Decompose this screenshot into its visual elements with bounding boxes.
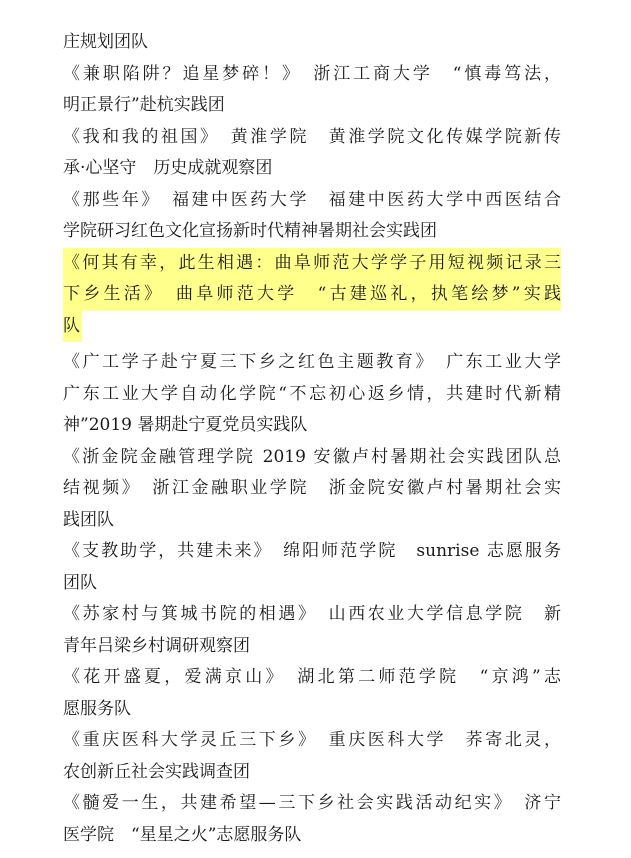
list-entry xyxy=(63,59,561,122)
list-entry xyxy=(63,788,561,851)
text-line: 神”2019 暑期赴宁夏党员实践队 xyxy=(63,415,308,435)
text-line: 《我和我的祖国》 黄淮学院 黄淮学院文化传媒学院新传 xyxy=(63,126,561,147)
text-line: 践团队 xyxy=(63,509,114,530)
text-line: 《何其有幸，此生相遇：曲阜师范大学学子用短视频记录三 xyxy=(63,248,561,280)
text-line: 学院研习红色文化宣扬新时代精神暑期社会实践团 xyxy=(63,221,437,241)
text-line: 《重庆医科大学灵丘三下乡》 重庆医科大学 荞寄北灵， xyxy=(63,730,561,750)
text-line: 广东工业大学自动化学院“不忘初心返乡情，共建时代新精 xyxy=(63,383,561,404)
text-line: 农创新丘社会实践调查团 xyxy=(63,761,250,782)
text-line: 下乡生活》 曲阜师范大学 “古建巡礼，执笔绘梦”实践 xyxy=(63,279,561,311)
text-line: 青年吕梁乡村调研观察团 xyxy=(63,635,250,656)
list-entry xyxy=(63,347,561,442)
text-line: 《兼职陷阱？追星梦碎！》 浙江工商大学 “慎毒笃法， xyxy=(63,63,561,84)
document-page xyxy=(63,27,561,851)
list-entry xyxy=(63,27,561,59)
text-line: 《浙金院金融管理学院 2019 安徽卢村暑期社会实践团队总 xyxy=(63,446,561,467)
text-line: 《那些年》 福建中医药大学 福建中医药大学中西医结合 xyxy=(63,189,561,210)
text-line: 《支教助学，共建未来》 绵阳师范学院 sunrise 志愿服务 xyxy=(63,541,561,561)
list-entry xyxy=(63,599,561,662)
text-line: 《广工学子赴宁夏三下乡之红色主题教育》 广东工业大学 xyxy=(63,352,561,372)
text-line: 队 xyxy=(63,311,82,343)
text-line: 愿服务队 xyxy=(63,698,131,719)
text-line: 承·心坚守 历史成就观察团 xyxy=(63,158,273,178)
text-line: 《髓爱一生，共建希望—三下乡社会实践活动纪实》 济宁 xyxy=(63,793,561,813)
text-line: 《苏家村与箕城书院的相遇》 山西农业大学信息学院 新 xyxy=(63,604,561,624)
text-line: 团队 xyxy=(63,572,97,593)
text-line: 结视频》 浙江金融职业学院 浙金院安徽卢村暑期社会实 xyxy=(63,478,561,498)
list-entry xyxy=(63,725,561,788)
text-line: 《花开盛夏，爱满京山》 湖北第二师范学院 “京鸿”志 xyxy=(63,667,561,687)
list-entry xyxy=(63,442,561,537)
text-line: 明正景行”赴杭实践团 xyxy=(63,95,225,115)
text-line: 医学院 “星星之火”志愿服务队 xyxy=(63,824,302,845)
highlighted-list-entry xyxy=(63,248,561,348)
list-entry xyxy=(63,185,561,248)
list-entry xyxy=(63,122,561,185)
text-line: 庄规划团队 xyxy=(63,32,148,52)
list-entry xyxy=(63,536,561,599)
list-entry xyxy=(63,662,561,725)
